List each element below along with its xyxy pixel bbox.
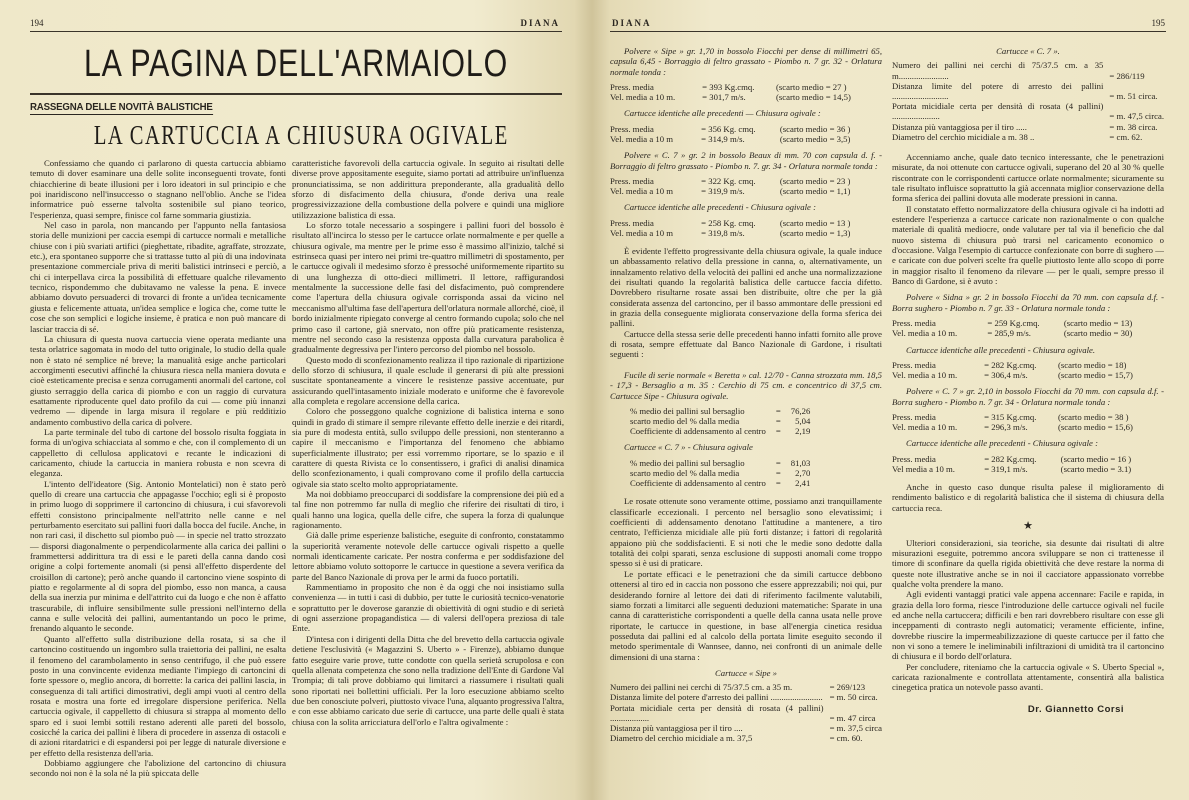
paragraph: Quanto all'effetto sulla distribuzione della rosata, si sa che il cartoncino costituendo un ingombro sulla traiettoria dei pallini, ne esalta il fenomeno del carambolamento in senso centrifugo, il che può essere posto in una convincente evidenza mediante l'impiego di cartoncini di forte spessore o, meglio ancora, di borrette: la carica dei pallini lascia, in conseguenza di tali artifici dimostrativi, degli ampi vuoti al centro della rosata e mostra una forte ed irregolare dispersione periferica. Nella cartuccia ogivale, il cappelletto di chiusura si strappa al momento dello sparo ed i suoi lembi sottili restano aderenti alle pareti del bossolo, cosicché la carica dei pallini è libera di procedere in assenza di ostacoli e di azioni ritardatrici e di espandersi poi per legge di naturale diversione e per effetto della resistenza dell'aria.: [30, 633, 286, 758]
test-spec: Fucile di serie normale « Beretta » cal. 12/70 - Canna strozzata mm. 18,5 - 17,3 - Bersaglio a m. 35 : Cerchio di 75 cm. e concentrico di 37,5 cm. Cartucce Sipe - Chiusura ogivale.: [610, 369, 882, 401]
table-row: Distanza più vantaggiosa per il tiro ..... = m. 38 circa.: [892, 121, 1158, 132]
paragraph: L'intento dell'ideatore (Sig. Antonio Montelatici) non è stato però quello di creare una cartuccia che appagasse l'occhio; egli si è proposto in primo luogo di sopprimere il cartoncino di chiusura, i cui sfavorevoli effetti consistono principalmente nell'attrito nelle canne e nel perturbamento esercitato sui pallini fuori dalla bocca del fucile. Anche, in non rari casi, il dischetto sul piombo può — in specie nel tratto strozzato — disporsi diagonalmente o perpendicolarmente alla carica dei pallini o frammettersi addirittura tra di essi e le pareti della canna dando così origine a colpi fortemente anomali (si pensi all'effetto disperdente del croisillon di cartone); però anche quando il cartoncino viene sospinto di piatto e regolarmente al di sopra del piombo, esso non manca, a causa della sua inerzia pur minima e dell'attrito cui da luogo e che non è affatto trascurabile, di influire sensibilmente sulle pressioni nell'interno della canna e sulle velocità dei pallini, aumentantando un poco le prime, frenando alquanto le seconde.: [30, 478, 286, 634]
table-row: Press. media = 322 Kg. cmq. (scarto medio = 23 ): [610, 175, 851, 186]
paragraph: Nel caso in parola, non mancando per l'appunto nella fantasiosa storia delle munizioni per caccia esempi di cartucce normali e metalliche chiuse con i più svariati artifici (pieghettate, ribadite, agraffate, strozzate, etc.), era spontaneo supporre che si trattasse tutto al più di una indovinata presentazione commerciale priva di meriti balistici intrinseci e perciò, a chi ci interpellava circa la possibilità di effettuare qualche rilevamento tecnico, rispondemmo che dubitavamo ne valesse la pena. E invece abbiamo dovuto persuaderci di trovarci di fronte a un'idea tecnicamente giusta e felicemente attuata, un'idea semplice e logica che, come tutte le cose che son semplici e logiche insieme, è pratica e non può mancare di lasciar traccia di sé.: [30, 220, 286, 334]
table-row: Press. media = 258 Kg. cmq. (scarto medio = 13 ): [610, 217, 851, 228]
article-title: LA CARTUCCIA A CHIUSURA OGIVALE: [93, 120, 509, 150]
left-page: [0, 0, 592, 800]
page-number: 195: [1151, 18, 1165, 28]
table-row: Press. media = 282 Kg.cmq. (scarto medio = 16 ): [892, 453, 1132, 464]
table-row: Vel. media a 10 m = 314,9 m/s. (scarto medio = 3,5): [610, 133, 851, 144]
table-row: Vel. media a 10 m. = 285,9 m/s. (scarto medio = 30): [892, 328, 1133, 339]
column-header: LA PAGINA DELL'ARMAIOLO: [83, 43, 509, 85]
star-separator-icon: ★: [1023, 520, 1033, 533]
title-rule: [30, 93, 562, 95]
paragraph: È evidente l'effetto progressivante della chiusura ogivale, la quale induce un abbassamento relativo della pressione in canna, o, alternativamente, un innalzamento relativo della velocità dei pallini ed anche una normalizzazione dei risultati quando la regolarità balistica delle cartucce faccia difetto. Dovrebbero risultarne rosate assai ben distribuite, oltre che per la già considerata assenza del cartoncino, per il basso ammontare delle pressioni ed in grazia della conseguente migliorata conservazione della forma sferica dei pallini.: [610, 246, 882, 329]
table-row: Press. media = 259 Kg.cmq. (scarto medio = 13): [892, 318, 1133, 329]
table-row: % medio dei pallini sul bersaglio = 76,26: [630, 405, 811, 416]
table-row: Vel media a 10 m. = 319,1 m/s. (scarto medio = 3.1): [892, 463, 1132, 474]
subheading: Cartucce identiche alle precedenti - Chiusura ogivale.: [906, 344, 1096, 355]
table-row: Distanza limite del potere d'arresto dei pallini ........................ = m. 50 circa.: [610, 692, 878, 703]
running-header-magazine: DIANA: [520, 18, 560, 28]
ballistic-table: [892, 412, 1164, 432]
paragraph: Cartucce della stessa serie delle precedenti hanno infatti fornito alle prove di rosata, sempre effettuate dal Banco Nazionale di Gardone, i risultati seguenti :: [610, 328, 882, 360]
article-column-1: [30, 158, 286, 779]
paragraph: Già dalle prime esperienze balistiche, eseguite di confronto, constatammo la superiorità veramente notevole delle cartucce ogivali rispetto a quelle normali identicamente caricate. Per nostra conferma e per soddisfazione del lettore abbiamo voluto sottoporre le cartucce in questione a severa verifica da parte del Banco Nazionale di prova per le armi da fuoco portatili.: [292, 530, 564, 582]
header-rule: [610, 31, 1166, 32]
table-row: Vel. media a 10 m. = 306,4 m/s. (scarto medio = 15,7): [892, 370, 1133, 381]
paragraph: Per concludere, riteniamo che la cartuccia ogivale « S. Uberto Special », caricata razionalmente e controllata attentamente, consentirà alla balistica cinegetica pratica un notevole passo avanti.: [892, 661, 1164, 693]
range-table: [892, 60, 1164, 142]
paragraph: Rammentiamo in proposito che non è da oggi che noi insistiamo sulla convenienza — in tutti i casi di dubbio, per tutte le curiosità tecnico-venatorie e soprattutto per le doverose garanzie di obiettività di ogni studio e di serietà di ogni asserzione propagandistica — di valersi dell'opera preziosa di tale Ente.: [292, 582, 564, 634]
paragraph: Questo modo di sconfezionamento realizza il tipo razionale di ripartizione dello sforzo di schiusura, il quale esclude il generarsi di più alte pressioni suscitate spontaneamente a vincere le resistenze passive accentuate, pur assicurando quell'intasamento iniziale moderato e uniforme che è favorevole alla completa e regolare accensione della carica.: [292, 354, 564, 406]
table-row: Coefficiente di addensamento al centro = 2,19: [630, 426, 811, 437]
ballistic-table: [610, 124, 882, 144]
ballistic-table: [892, 318, 1164, 338]
ballistic-table: [610, 218, 882, 238]
table-row: % medio dei pallini sul bersaglio = 81,03: [630, 457, 811, 468]
table-row: Vel. media a 10 m. = 301,7 m/s. (scarto medio = 14,5): [610, 92, 851, 103]
paragraph: Lo sforzo totale necessario a sospingere i pallini fuori del bossolo è risultato all'incirca lo stesso per le cartucce orlate normalmente e per quelle a chiusura ogivale, ma mentre per le prime esso è massimo all'inizio, talché si estrinseca quasi per intero nei primi tre-quattro millimetri di spostamento, per le cartucce ogivali il medesimo sforzo è pressoché uniformemente ripartito su di una lunghezza di otto-dieci millimetri. Il lettore, raffigurandosi mentalmente la successione delle fasi del disfacimento, può comprendere come l'apertura della chiusura ogivale corrisponda assai da vicino nel meccanismo all'ultima fase dell'apertura dell'orlatura normale allorché, cioè, il bordo inizialmente ripiegato converge al centro formando cupola; solo che nel primo caso il cartone, già snervato, non offre più praticamente resistenza, mentre nel secondo caso la resistenza opposta dalla curvatura parabolica è gradualmente degressiva per l'intero percorso del piombo nel bossolo.: [292, 220, 564, 355]
article-column-4: [892, 40, 1164, 715]
paragraph: La chiusura di questa nuova cartuccia viene operata mediante una testa orlatrice sagomata in modo del tutto originale, lo studio della quale non è stato né semplice né breve; la manualità esige anche particolari accorgimenti esecutivi affinché la chiusura riesca nella maniera dovuta e cioè esteticamente precisa e senza corrugamenti anormali del cartone, col giusto serraggio della carica di piombo e con un raggio di curvatura esattamente riproducente quel dato profilo da cui — come più innanzi vedremo — dipende in larga misura il regolare e più redditizio andamento combustivo della carica di polvere.: [30, 333, 286, 427]
paragraph: Ulteriori considerazioni, sia teoriche, sia desunte dai risultati di altre misurazioni eseguite, potremmo ancora sviluppare se non ci trattenesse il timore di sconfinare da quella rigida obiettività che deve restare la norma di queste note illustrative anche se in noi il cacciatore appassionato vorrebbe qualche volta prendere la mano.: [892, 537, 1164, 589]
paragraph: Accenniamo anche, quale dato tecnico interessante, che le penetrazioni misurate, da noi ottenute con cartucce ogivali, superano del 20 al 30 % quelle riscontrate con le corrispondenti cartucce orlate normalmente; sicuramente su tale risultato influisce soprattutto la già accennata miglior conservazione della forma sferica dei pallini dovuta alle moderate pressioni in canna.: [892, 151, 1164, 204]
subheading: Cartucce « C. 7 ».: [996, 46, 1060, 56]
table-row: Diametro del cerchio micidiale a m. 37,5 = cm. 60.: [610, 733, 863, 744]
ballistic-table: [610, 176, 882, 196]
paragraph: Anche in questo caso dunque risulta palese il miglioramento di rendimento balistico e di regolarità balistica che il sistema di chiusura della cartuccia reca.: [892, 482, 1164, 513]
table-row: Press. media = 393 Kg.cmq. (scarto medio = 27 ): [610, 82, 847, 93]
table-row: Vel. media a 10 m. = 296,3 m/s. (scarto medio = 15,6): [892, 422, 1133, 433]
subheading: Cartucce identiche alle precedenti - Chiusura ogivale :: [624, 202, 816, 213]
article-column-2: [292, 158, 564, 727]
subheading: Cartucce « C. 7 » - Chiusura ogivale: [624, 442, 753, 453]
page-number: 194: [30, 18, 44, 28]
paragraph: D'intesa con i dirigenti della Ditta che del brevetto della cartuccia ogivale detiene l'esclusività (« Magazzini S. Uberto » - Firenze), abbiamo dunque fatto eseguire varie prove, tutte condotte con quella serietà scrupolosa e con quella allenata competenza che sono nella tradizione dell'Ente di Gardone Val Trompia; di tali prove dobbiamo qui limitarci a riassumere i risultati quali sono riportati nei bollettini ufficiali. Per la loro esecuzione abbiamo scelto due ben conosciute polveri, piuttosto vivace l'una, alquanto progressiva l'altra, e con esse abbiamo caricato due serie di cartucce, una parte delle quali è stata chiusa con la solita arricciatura dell'orlo e l'altra ogivalmente :: [292, 633, 564, 727]
table-row: Press. media = 356 Kg. cmq. (scarto medio = 36 ): [610, 123, 851, 134]
load-spec: Polvere « C. 7 » gr. 2 in bossolo Beaux di mm. 70 con capsula d. f. - Borraggio di feltro grassato - Piombo n. 7. gr. 34 - Orlatura normale tonda :: [610, 150, 882, 171]
table-row: Distanza limite del potere di arresto dei pallini .......................... = m. 51 circa.: [892, 80, 1158, 101]
table-row: Portata micidiale certa per densità di rosata (4 pallini) .................. = m. 47 circa: [610, 702, 876, 723]
paragraph: Ma noi dobbiamo preoccuparci di soddisfare la comprensione dei più ed a tal fine non potremmo far nulla di meglio che riferire dei risultati di tiro, i quali hanno una logica, quella delle cifre, che supera la forza di qualunque ragionamento.: [292, 489, 564, 531]
load-spec: Polvere « C. 7 » gr. 2,10 in bossolo Fiocchi da 70 mm. con capsula d.f. - Borra sughero - Piombo n. 7 gr. 34 - Orlatura normale tonda :: [892, 386, 1164, 407]
ballistic-table: [892, 360, 1164, 380]
pattern-stats: [630, 458, 810, 489]
table-row: Press. media = 315 Kg.cmq. (scarto medio = 38 ): [892, 411, 1129, 422]
table-row: Coefficiente di addensamento al centro = 2,41: [630, 478, 811, 489]
paragraph: Le portate efficaci e le penetrazioni che da simili cartucce debbono ottenersi al tiro ed in caccia non possono che essere apprezzabili; noi qui, pur desiderando fornire al lettore dei dati di riferimento facilmente valutabili, siamo forzati a limitarci alle seguenti deduzioni matematiche: Sparate in una canna di caratteristiche corrispondenti a quelle della canna usata nelle prove riportate, le cartucce in questione, in base all'energia cinetica residua posseduta dai pallini ed al calcolo della portata limite eseguito secondo il metodo sperimentale di Wannsee, danno, nei confronti di un animale delle dimensioni di una starna :: [610, 568, 882, 662]
paragraph: Dobbiamo aggiungere che l'abolizione del cartoncino di chiusura secondo noi non è la sola né la più spiccata delle: [30, 757, 286, 779]
table-row: Press. media = 282 Kg.cmq. (scarto medio = 18): [892, 359, 1127, 370]
table-row: Vel. media a 10 m = 319,9 m/s. (scarto medio = 1,1): [610, 186, 851, 197]
article-column-3: [610, 40, 882, 747]
table-row: Distanza più vantaggiosa per il tiro .... = m. 37,5 circa: [610, 723, 882, 734]
pattern-stats: [630, 406, 810, 437]
table-row: Portata micidiale certa per densità di rosata (4 pallini) ...................... = m. 47,5 circa.: [892, 101, 1164, 122]
paragraph: Il constatato effetto normalizzatore della chiusura ogivale ci ha indotti ad estendere l'esperienza a cartucce caricate non razionalmente o con qualche materiale di qualità mediocre, onde valutare per tal via il beneficio che dal nuovo sistema di chiusura può trarsi nel caricamento economico o d'occasione. Valga l'esempio di cartucce confezionate con borre di sughero — e caricate con due polveri scelte fra quelle piuttosto lente allo scopo di porre in maggior risalto il fenomeno da rilevare — per le quali, sempre presso il Banco di Gardone, si è avuto :: [892, 203, 1164, 287]
subheading: Cartucce identiche alle precedenti - Chiusura ogivale :: [906, 438, 1098, 449]
paragraph: Agli evidenti vantaggi pratici vale appena accennare: Facile e rapida, in grazia della loro forma, riesce l'introduzione delle cartucce ogivali nel fucile ed anche nella cartuccera; difficili e ben rari dovrebbero risultare con esse gli inceppamenti di contrasto negli automatici; veramente efficiente, infine, dovrebbe riuscire la impermeabilizzazione di queste cartucce per il fatto che non vi sono a temere le ineliminabili infiltrazioni di umidità tra il cartoncino di chiusura e il bordo dell'orlatura.: [892, 589, 1164, 662]
paragraph: Le rosate ottenute sono veramente ottime, possiamo anzi tranquillamente classificarle eccezionali. I percento nel bersaglio sono elevatissimi; i coefficienti di addensamento denotano l'attitudine a mantenere, a tiro centrato, l'efficienza micidiale alle più forti distanze; i fattori di regolarità appaiono più che soddisfacienti. E si noti che le medie sono dedotte dalla totalità dei colpi sparati, senza esclusione di supposti anomali come troppo spesso si è usi di praticare.: [610, 496, 882, 569]
subheading: Cartucce identiche alle precedenti — Chiusura ogivale :: [624, 108, 821, 119]
paragraph: caratteristiche favorevoli della cartuccia ogivale. In seguito ai risultati delle diverse prove appositamente eseguite, siamo portati ad attribuire un'influenza pronunciatissima, se non addirittura preponderante, alla gradualità dello sforzo di disfacimento della chiusura, d'onde deriva una reale progressivizzazione della combustione della polvere e quindi una migliore utilizzazione balistica di essa.: [292, 158, 564, 220]
paragraph: Coloro che posseggono qualche cognizione di balistica interna e sono quindi in grado di stimare il sempre rilevante effetto delle inerzie e dei ritardi, sia pure di modesta entità, sullo sviluppo delle pressioni, non stenteranno a capire il meccanismo e l'importanza del fenomeno che abbiamo superficialmente illustrato; per essi vorremmo riportare, se lo spazio e il carattere di questa Rivista ce lo consentissero, i grafici di analisi dinamica dello sconfezionamento, i quali comprovano come il profilo della cartuccia ogivale sia stato scelto molto appropriatamente.: [292, 406, 564, 489]
table-row: Numero dei pallini nei cerchi di 75/37.5 cm. a 35 m....................... = 286/119: [892, 60, 1145, 81]
table-row: Numero dei pallini nei cerchi di 75/37.5 cm. a 35 m. = 269/123: [610, 682, 866, 693]
ballistic-table: [892, 454, 1164, 474]
running-header-magazine: DIANA: [612, 18, 652, 28]
right-page: [592, 0, 1189, 800]
ballistic-table: [610, 82, 882, 102]
section-label: RASSEGNA DELLE NOVITÀ BALISTICHE: [30, 101, 213, 113]
author-signature: Dr. Giannetto Corsi: [1027, 703, 1124, 715]
subheading: Cartucce « Sipe »: [714, 667, 777, 678]
table-row: Vel. media a 10 m = 319,8 m/s. (scarto medio = 1,3): [610, 227, 851, 238]
paragraph: La parte terminale del tubo di cartone del bossolo risulta foggiata in forma di un'ogiva schiacciata al sommo e che, con il complemento di un cappelletto di cellulosa applicatovi e recante le indicazioni di caricamento, chiude la cartuccia in maniera robusta e non scevra di eleganza.: [30, 426, 286, 479]
table-row: Diametro del cerchio micidiale a m. 38 .. = cm. 62.: [892, 131, 1143, 142]
range-table: [610, 682, 882, 743]
paragraph: Confessiamo che quando ci parlarono di questa cartuccia abbiamo temuto di dover esaminare una delle solite inconseguenti trovate, fonti chiacchierine di beate illusioni per i loro ideatori in sul principio e che poi inaridiscono nell'insuccesso o stagnano nell'oblio. Anche se l'idea informatrice può esserne talvolta sostenibile sul piano teorico, l'esperienza, quasi sempre, finisce col farne sommaria giustizia.: [30, 158, 286, 220]
table-row: scarto medio del % dalla media = 5,04: [630, 416, 811, 427]
load-spec: Polvere « Sidna » gr. 2 in bossolo Fiocchi da 70 mm. con capsula d.f. - Borra sughero - Piombo n. 7 gr. 33 - Orlatura normale tonda :: [892, 292, 1164, 313]
table-row: scarto medio del % dalla media = 2,70: [630, 468, 811, 478]
load-spec: Polvere « Sipe » gr. 1,70 in bossolo Fiocchi per dense di millimetri 65, capsula 6,45 - Borraggio di feltro grassato - Piombo n. 7 gr. 32 - Orlatura normale tonda :: [610, 46, 882, 77]
header-rule: [30, 31, 562, 32]
